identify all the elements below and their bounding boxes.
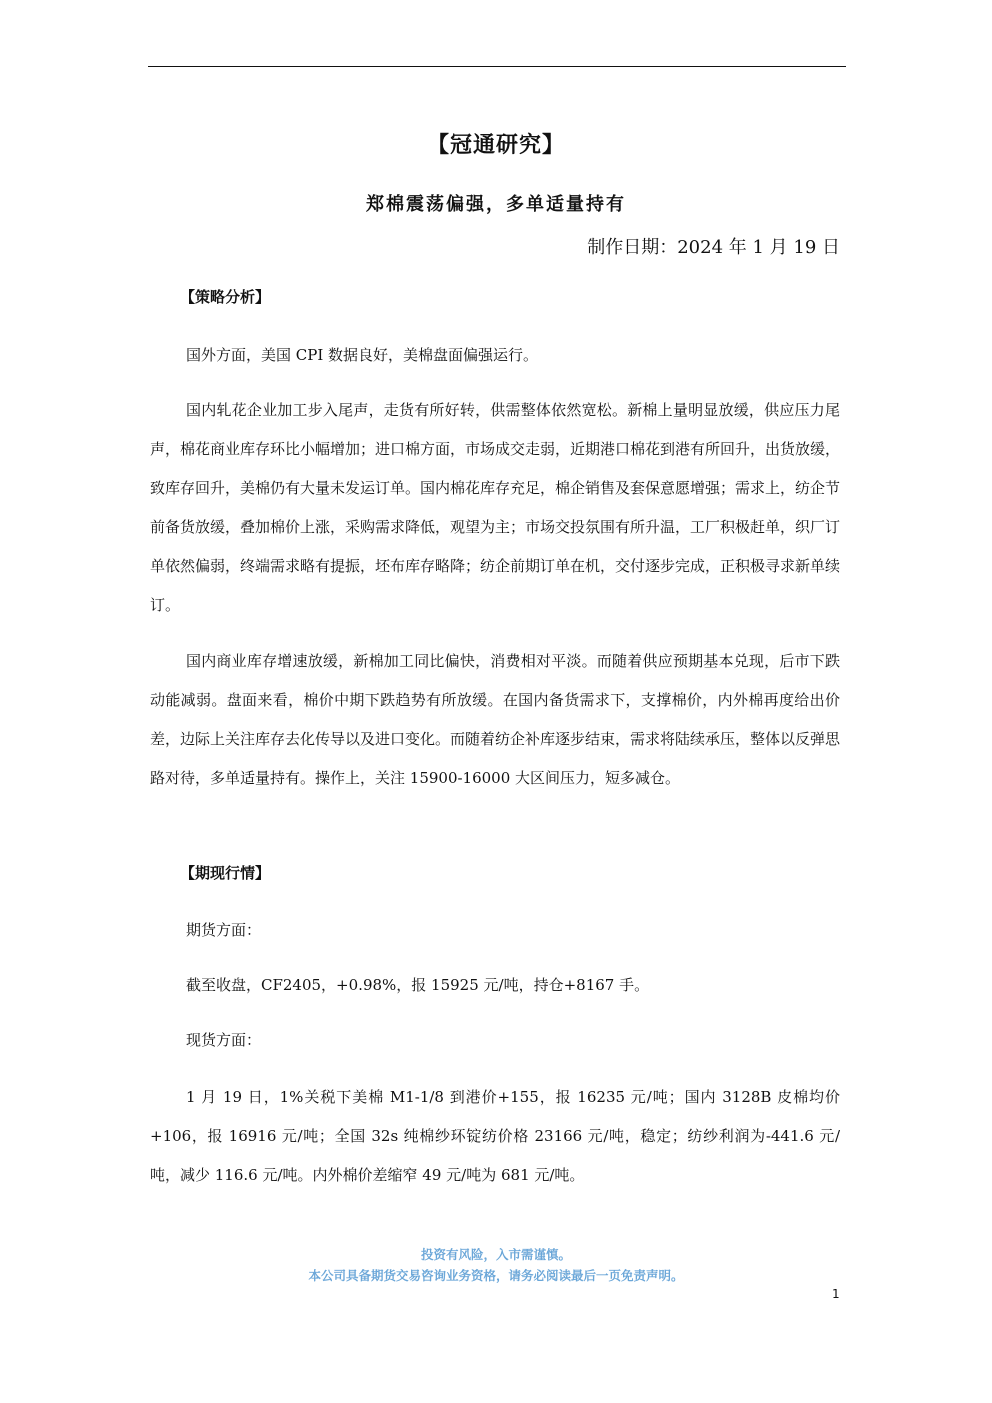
report-date: 制作日期：2024 年 1 月 19 日	[587, 237, 840, 258]
report-title: 郑棉震荡偏强，多单适量持有	[366, 194, 626, 215]
footer-risk-warning: 投资有风险，入市需谨慎。	[420, 1247, 571, 1262]
futures-text: 截至收盘，CF2405，+0.98%，报 15925 元/吨，持仓+8167 手。	[186, 976, 650, 994]
strategy-paragraph-3: 国内商业库存增速放缓，新棉加工同比偏快，消费相对平淡。而随着供应预期基本兑现，后市下跌动能减弱。盘面来看，棉价中期下跌趋势有所放缓。在国内备货需求下，支撑棉价，内外棉再度给出价差，边际上关注库存去化传导以及进口变化。而随着纺企补库逐步结束，需求将陆续承压，整体以反弹思路对待，多单适量持有。操作上，关注 15900-16000 大区间压力，短多减仓。	[150, 652, 841, 787]
spot-text: 1 月 19 日，1%关税下美棉 M1-1/8 到港价+155，报 16235 元/吨；国内 3128B 皮棉均价+106，报 16916 元/吨；全国 32s 纯棉纱环锭纺价格 23166 元/吨，稳定；纺纱利润为-441.6 元/吨，减少 116.6 元/吨。内外棉价差缩窄 49 元/吨为 681 元/吨。	[150, 1088, 840, 1184]
page-number: 1	[832, 1287, 840, 1301]
header-rule	[148, 66, 846, 67]
spot-label: 现货方面：	[186, 1031, 262, 1049]
section-heading-strategy: 【策略分析】	[180, 288, 271, 306]
section-heading-market: 【期现行情】	[180, 864, 271, 882]
footer-disclaimer: 本公司具备期货交易咨询业务资格，请务必阅读最后一页免责声明。	[308, 1268, 684, 1283]
strategy-paragraph-2: 国内轧花企业加工步入尾声，走货有所好转，供需整体依然宽松。新棉上量明显放缓，供应压力尾声，棉花商业库存环比小幅增加；进口棉方面，市场成交走弱，近期港口棉花到港有所回升，出货放缓，致库存回升，美棉仍有大量未发运订单。国内棉花库存充足，棉企销售及套保意愿增强；需求上，纺企节前备货放缓，叠加棉价上涨，采购需求降低，观望为主；市场交投氛围有所升温，工厂积极赶单，织厂订单依然偏弱，终端需求略有提振，坯布库存略降；纺企前期订单在机，交付逐步完成，正积极寻求新单续订。	[150, 401, 841, 614]
futures-label: 期货方面：	[186, 921, 262, 939]
brand-title: 【冠通研究】	[426, 132, 565, 158]
strategy-paragraph-1: 国外方面，美国 CPI 数据良好，美棉盘面偏强运行。	[186, 346, 539, 364]
